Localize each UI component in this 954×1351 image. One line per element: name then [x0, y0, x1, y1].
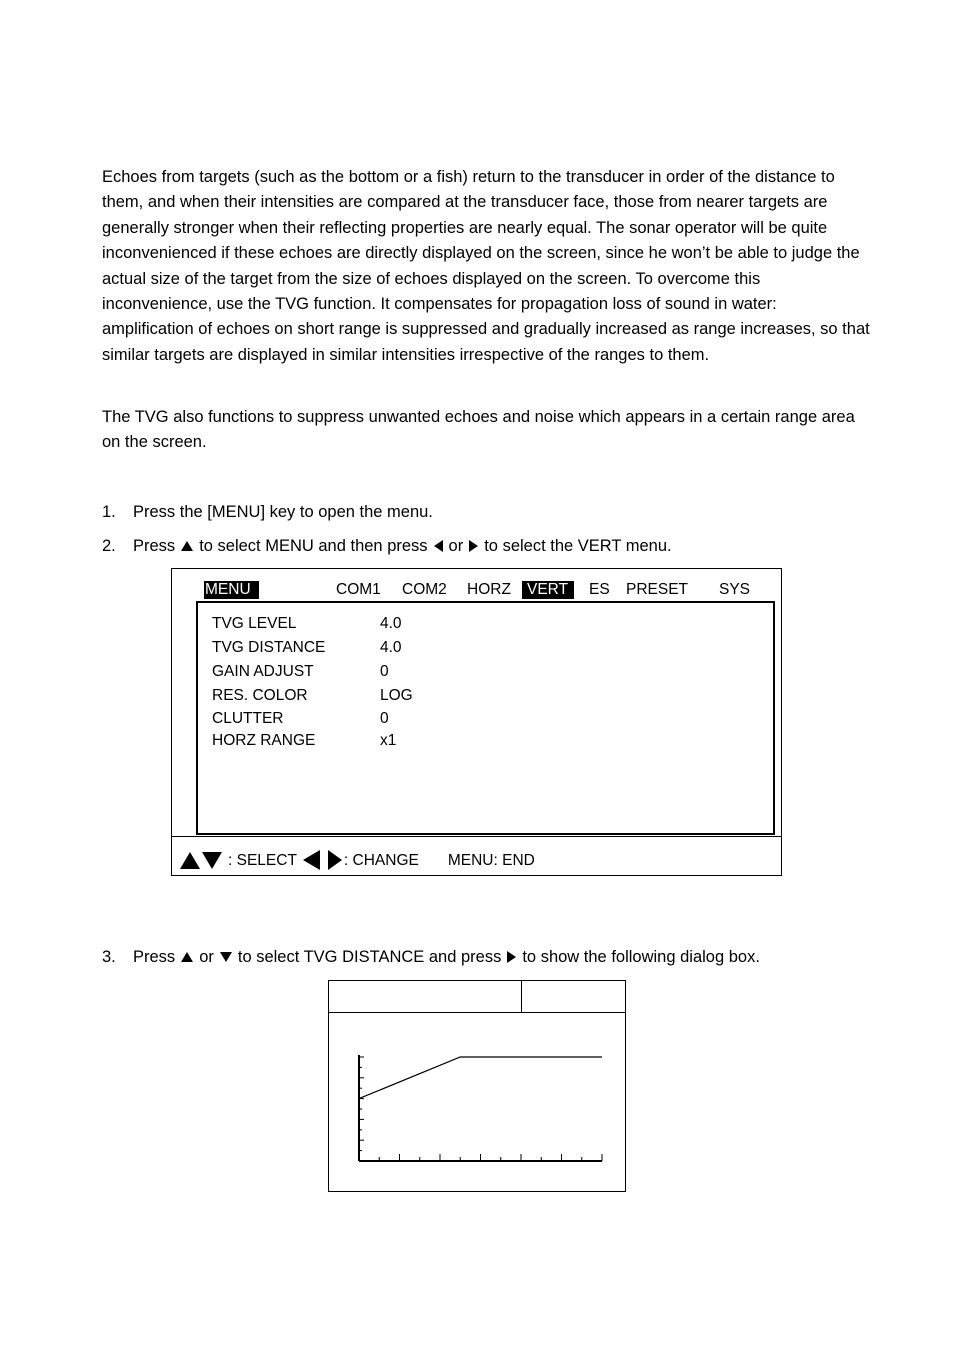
- step-2-text-b: to select MENU and then press: [199, 537, 428, 555]
- menu-item-value: LOG: [380, 687, 413, 704]
- vert-menu-screen: [171, 568, 782, 876]
- menu-item-tvg-level[interactable]: [212, 615, 402, 633]
- step-2-text-a: Press: [133, 537, 176, 555]
- step-3: [102, 946, 760, 968]
- menu-item-label: HORZ RANGE: [212, 732, 316, 749]
- left-arrow-icon: [303, 850, 320, 870]
- down-arrow-icon: [202, 852, 222, 869]
- menu-item-res-color[interactable]: [212, 687, 413, 705]
- menu-item-label: RES. COLOR: [212, 687, 308, 704]
- tvg-curve-graph: [329, 981, 625, 1191]
- menu-item-clutter[interactable]: [212, 710, 389, 728]
- tab-horz[interactable]: HORZ: [467, 581, 511, 598]
- menu-item-horz-range[interactable]: [212, 732, 396, 750]
- tab-sys[interactable]: SYS: [719, 581, 751, 598]
- tvg-suppress-paragraph: The TVG also functions to suppress unwanted echoes and noise which appears in a certain range area on the screen.: [102, 408, 855, 452]
- menu-item-gain-adjust[interactable]: [212, 663, 389, 681]
- step-3-text-b: or: [199, 948, 214, 966]
- right-arrow-icon: [328, 850, 342, 870]
- footer-change-label: : CHANGE: [343, 852, 419, 870]
- up-arrow-icon: [181, 952, 193, 962]
- step-3-text-a: Press: [133, 948, 176, 966]
- tab-com2[interactable]: COM2: [402, 581, 447, 598]
- menu-item-value: 4.0: [380, 615, 402, 632]
- right-arrow-icon: [469, 540, 478, 552]
- tab-menu[interactable]: MENU: [204, 581, 259, 599]
- tvg-curve-line: [359, 1057, 602, 1099]
- menu-item-value: 0: [380, 663, 389, 680]
- right-arrow-icon: [507, 951, 516, 963]
- tvg-distance-dialog: [328, 980, 626, 1192]
- step-1: [102, 501, 433, 523]
- footer-select-label: : SELECT: [228, 852, 297, 870]
- menu-footer-divider: [172, 836, 781, 837]
- menu-item-value: 0: [380, 710, 389, 727]
- step-3-number: 3.: [102, 948, 116, 966]
- menu-item-label: TVG LEVEL: [212, 615, 297, 632]
- menu-item-tvg-distance[interactable]: [212, 639, 402, 657]
- step-1-text: Press the [MENU] key to open the menu.: [133, 503, 433, 521]
- vert-menu-panel: [196, 601, 775, 835]
- step-2-text-c: or: [448, 537, 464, 555]
- menu-item-label: TVG DISTANCE: [212, 639, 326, 656]
- step-2-text-d: to select the VERT menu.: [484, 537, 672, 555]
- tab-preset[interactable]: PRESET: [626, 581, 689, 598]
- tab-es[interactable]: ES: [589, 581, 610, 598]
- up-arrow-icon: [181, 541, 193, 551]
- footer-end-label: MENU: END: [447, 852, 535, 870]
- tab-vert[interactable]: VERT: [522, 581, 574, 599]
- down-arrow-icon: [220, 952, 232, 962]
- step-2: [102, 535, 672, 557]
- menu-item-value: x1: [380, 732, 397, 749]
- intro-paragraph: Echoes from targets (such as the bottom or a fish) return to the transducer in order of the distance to them, and when their intensities are compared at the transducer face, those from nearer targets are generally stronger when their reflecting properties are nearly equal. The sonar operator will be quite inconvenienced if these echoes are directly displayed on the screen, since he won’t be able to judge the actual size of the target from the size of echoes displayed on the screen. To overcome this inconvenience, use the TVG function. It compensates for propagation loss of sound in water: amplification of echoes on short range is suppressed and gradually increased as range increases, so that similar targets are displayed in similar intensities irrespective of the ranges to them.: [102, 168, 870, 364]
- menu-item-label: CLUTTER: [212, 710, 284, 727]
- menu-item-value: 4.0: [380, 639, 402, 656]
- tab-com1[interactable]: COM1: [336, 581, 381, 598]
- step-3-text-c: to select TVG DISTANCE and press: [237, 948, 502, 966]
- step-1-number: 1.: [102, 503, 116, 521]
- step-2-number: 2.: [102, 537, 116, 555]
- up-arrow-icon: [180, 852, 200, 869]
- step-3-text-d: to show the following dialog box.: [522, 948, 760, 966]
- menu-item-label: GAIN ADJUST: [212, 663, 314, 680]
- left-arrow-icon: [434, 540, 443, 552]
- menu-footer: [180, 851, 535, 871]
